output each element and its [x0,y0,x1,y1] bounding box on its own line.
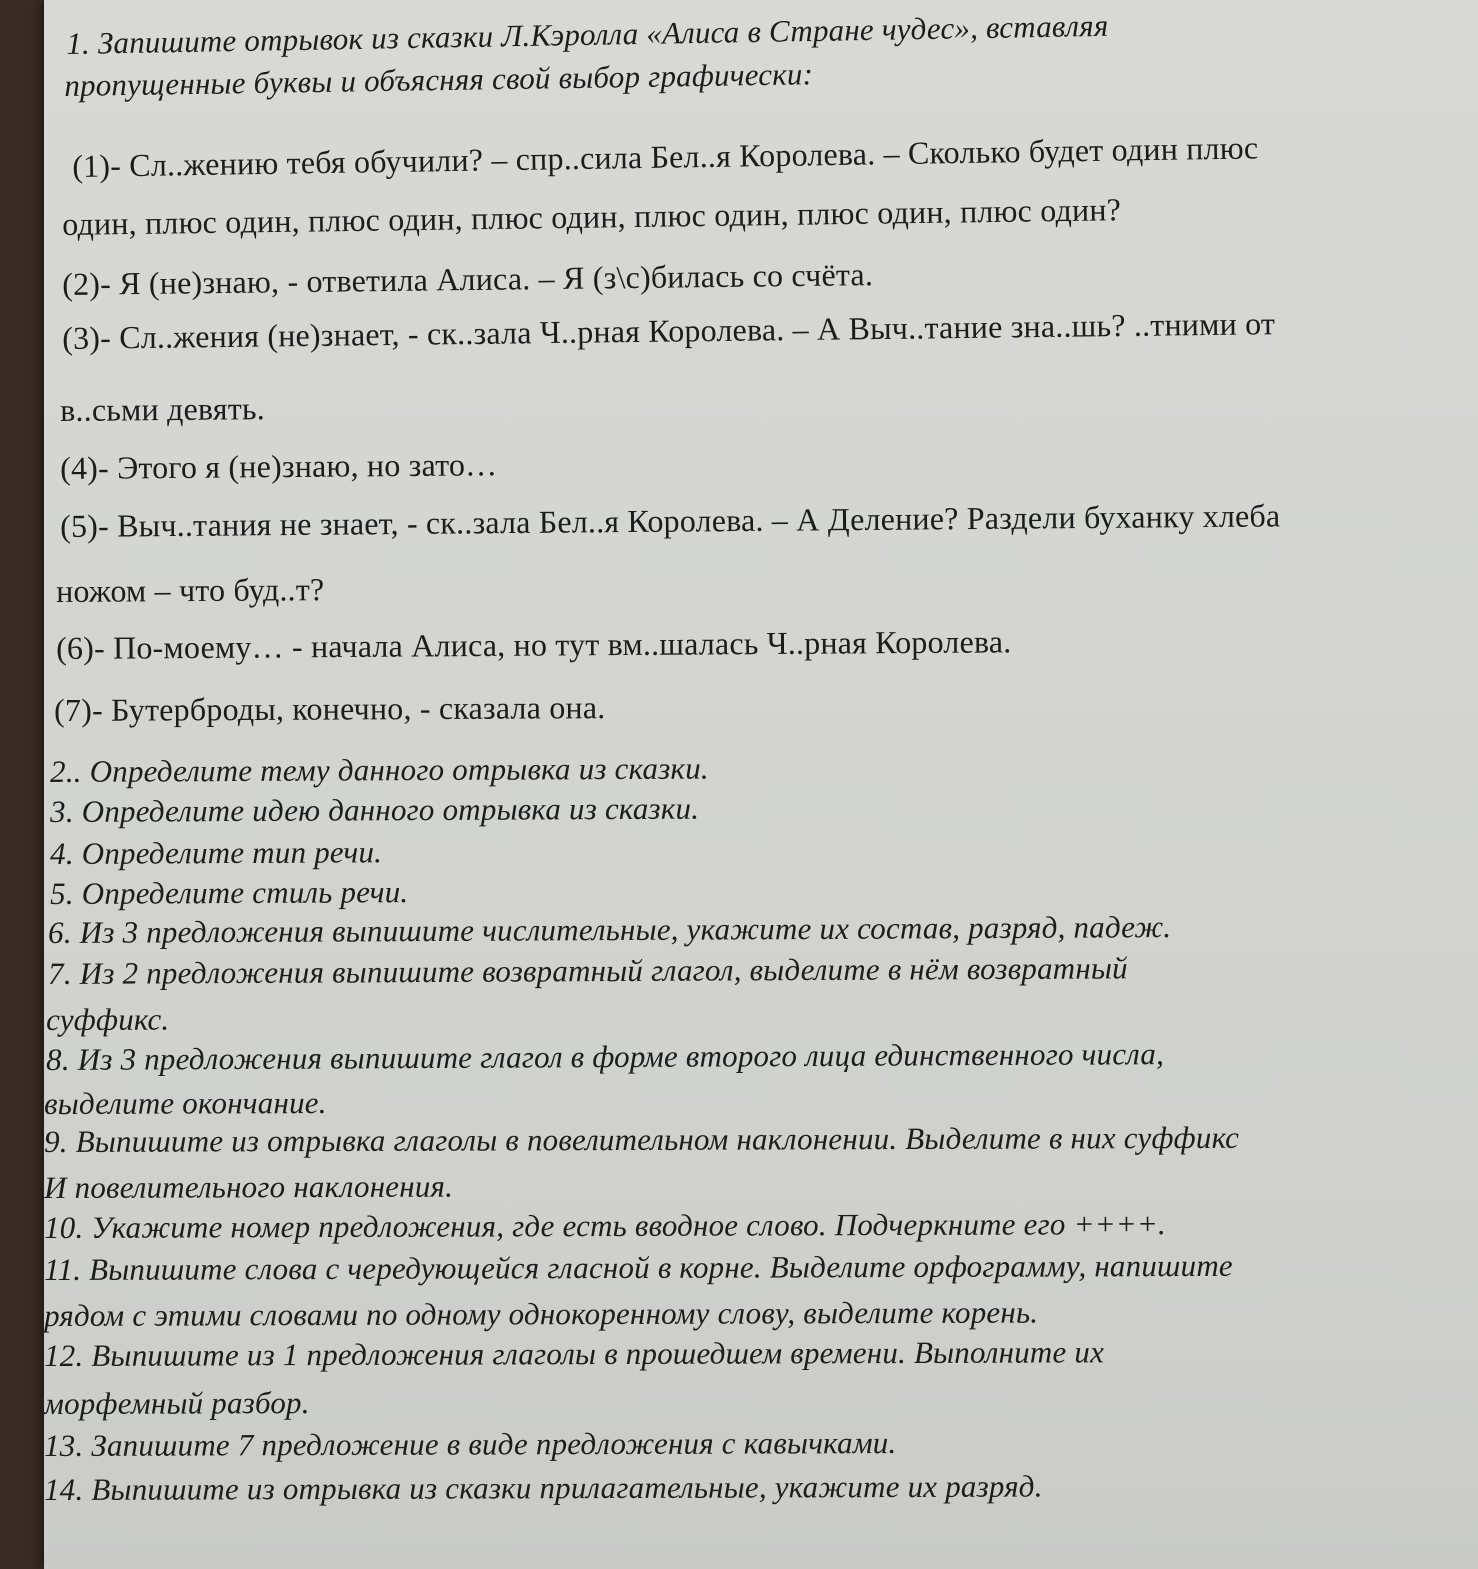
task-line: 5. Определите стиль речи. [50,874,409,911]
task-line: 7. Из 2 предложения выпишите возвратный глагол, выделите в нём возвратный [48,950,1128,991]
excerpt-line: (6)- По-моему… - начала Алиса, но тут вм..шалась Ч..рная Королева. [56,623,1012,666]
excerpt-line: (7)- Бутерброды, конечно, - сказала она. [54,689,606,728]
excerpt-line: один, плюс один, плюс один, плюс один, плюс один, плюс один, плюс один? [62,191,1122,242]
excerpt-line: (2)- Я (не)знаю, - ответила Алиса. – Я (з\с)билась со счёта. [62,256,874,302]
task-line: 11. Выпишите слова с чередующейся гласной в корне. Выделите орфограмму, напишите [44,1247,1233,1287]
task-line: 10. Укажите номер предложения, где есть вводное слово. Подчеркните его ++++. [44,1206,1167,1245]
task-line: 6. Из 3 предложения выпишите числительные, укажите их состав, разряд, падеж. [48,909,1172,950]
task-line: морфемный разбор. [44,1385,310,1421]
task1-heading-line1: 1. Запишите отрывок из сказки Л.Кэролла «Алиса в Стране чудес», вставляя [66,7,1109,61]
excerpt-line: в..сьми девять. [60,390,266,428]
excerpt-line: (3)- Сл..жения (не)знает, - ск..зала Ч..рная Королева. – А Выч..тание зна..шь? ..тними от [62,305,1276,356]
task-line: рядом с этими словами по одному однокоренному слову, выделите корень. [44,1294,1039,1333]
task-line: 3. Определите идею данного отрывка из сказки. [50,790,700,829]
task-line: 2.. Определите тему данного отрывка из сказки. [50,750,709,789]
task-line: 14. Выпишите из отрывка из сказки прилагательные, укажите их разряд. [44,1468,1043,1507]
task-line: И повелительного наклонения. [44,1168,454,1205]
worksheet-page [44,0,1478,1569]
task-line: 12. Выпишите из 1 предложения глаголы в прошедшем времени. Выполните их [44,1334,1105,1373]
excerpt-line: (1)- Сл..жению тебя обучили? – спр..сила Бел..я Королева. – Сколько будет один плюс [72,129,1259,184]
task-line: 13. Запишите 7 предложение в виде предложения с кавычками. [44,1425,897,1463]
excerpt-line: (4)- Этого я (не)знаю, но зато… [60,446,498,486]
task1-heading-line2: пропущенные буквы и объясняя свой выбор графически: [64,56,814,103]
task-line: выделите окончание. [44,1085,327,1121]
excerpt-line: (5)- Выч..тания не знает, - ск..зала Бел..я Королева. – А Деление? Раздели буханку хлеба [60,497,1281,544]
task-line: суффикс. [46,1001,170,1037]
task-line: 8. Из 3 предложения выпишите глагол в форме второго лица единственного числа, [46,1036,1165,1077]
task-line: 4. Определите тип речи. [50,834,383,871]
excerpt-line: ножом – что буд..т? [56,571,325,609]
task-line: 9. Выпишите из отрывка глаголы в повелительном наклонении. Выделите в них суффикс [44,1119,1240,1159]
